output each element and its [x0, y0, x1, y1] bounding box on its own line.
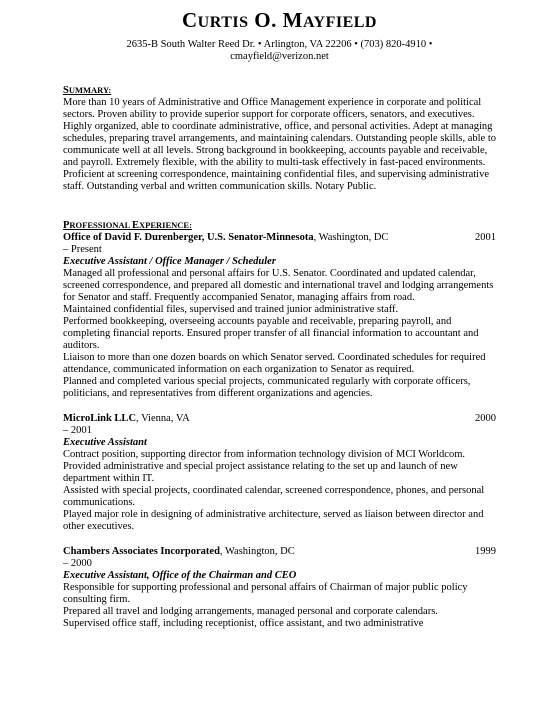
contact-info: [63, 39, 496, 63]
job-organization: MicroLink LLC: [63, 413, 137, 424]
summary-text: More than 10 years of Administrative and Office Management experience in corporate and political sectors. Proven ability to provide superior support for corporate officers, senators, and executives. Highly organized, able to coordinate administrative, office, and personal activities. Adept at managing schedules, preparing travel arrangements, and maintaining calendars. Outstanding people skills, able to communicate well at all levels. Strong background in bookkeeping, accounts payable and receivable, and payroll. Extremely flexible, with the ability to multi-task effectively in fast-paced environments. Proficient at screening correspondence, maintaining confidential files, and supervising administrative staff. Outstanding verbal and written communication skills. Notary Public.: [63, 97, 496, 192]
resume-name: [63, 4, 496, 33]
job-detail: Prepared all travel and lodging arrangements, managed personal and corporate calendars.: [63, 606, 438, 617]
contact-email: cmayfield@verizon.net: [230, 51, 329, 62]
job-entry: [63, 232, 496, 400]
job-detail: Played major role in designing of administrative architecture, served as liaison between director and other executives.: [63, 509, 484, 532]
contact-line-1: 2635-B South Walter Reed Dr. • Arlington, VA 22206 • (703) 820-4910 •: [126, 39, 433, 50]
job-detail: Provided administrative and special project assistance relating to the set up and launch of new department within IT.: [63, 461, 458, 484]
job-location: , Washington, DC: [219, 546, 295, 557]
name-last-rest: AYFIELD: [302, 14, 377, 31]
summary-heading: SUMMARY:: [63, 85, 112, 96]
name-first-initial: C: [182, 8, 198, 32]
job-detail: Liaison to more than one dozen boards on which Senator served. Coordinated schedules for required attendance, communicated information on each organization to Senator as required.: [63, 352, 486, 375]
job-entry: [63, 546, 496, 630]
job-detail: Contract position, supporting director from information technology division of MCI Worldcom.: [63, 449, 465, 460]
job-title: Executive Assistant, Office of the Chairman and CEO: [63, 570, 297, 581]
job-range: – Present: [63, 244, 102, 255]
job-detail: Responsible for supporting professional and personal affairs of Chairman of major public policy consulting firm.: [63, 582, 468, 605]
resume-page: [0, 4, 550, 704]
job-range: – 2000: [63, 558, 92, 569]
name-last-initial: M: [282, 8, 303, 32]
job-detail: Assisted with special projects, coordinated calendar, screened correspondence, phones, and personal communications.: [63, 485, 485, 508]
job-title: Executive Assistant / Office Manager / Scheduler: [63, 256, 276, 267]
name-first-rest: URTIS: [197, 14, 249, 31]
job-year: 2000: [475, 413, 496, 424]
experience-heading: PROFESSIONAL EXPERIENCE:: [63, 220, 192, 231]
job-range: – 2001: [63, 425, 92, 436]
job-location: , Vienna, VA: [136, 413, 190, 424]
job-detail: Performed bookkeeping, overseeing accounts payable and receivable, preparing payroll, and completing financial reports. Ensured proper transfer of all financial information to accountant and auditors.: [63, 316, 479, 351]
job-title: Executive Assistant: [63, 437, 147, 448]
name-middle: O.: [254, 8, 277, 32]
job-detail: Managed all professional and personal affairs for U.S. Senator. Coordinated and updated calendar, screened correspondence, and prepared all domestic and international travel and lodging arrangements for Senator and staff. Frequently accompanied Senator, managing affairs from road.: [63, 268, 494, 303]
job-header: [63, 413, 496, 425]
job-detail: Supervised office staff, including receptionist, office assistant, and two administrative: [63, 618, 424, 629]
job-detail: Planned and completed various special projects, communicated regularly with corporate officers, politicians, and representatives from different organizations and agencies.: [63, 376, 471, 399]
job-detail: Maintained confidential files, supervised and trained junior administrative staff.: [63, 304, 399, 315]
job-year: 2001: [475, 232, 496, 243]
job-year: 1999: [475, 546, 496, 557]
job-organization: Chambers Associates Incorporated: [63, 546, 220, 557]
job-entry: [63, 413, 496, 533]
job-header: [63, 232, 496, 244]
job-organization: Office of David F. Durenberger, U.S. Senator-Minnesota: [63, 232, 314, 243]
job-location: , Washington, DC: [313, 232, 389, 243]
job-header: [63, 546, 496, 558]
